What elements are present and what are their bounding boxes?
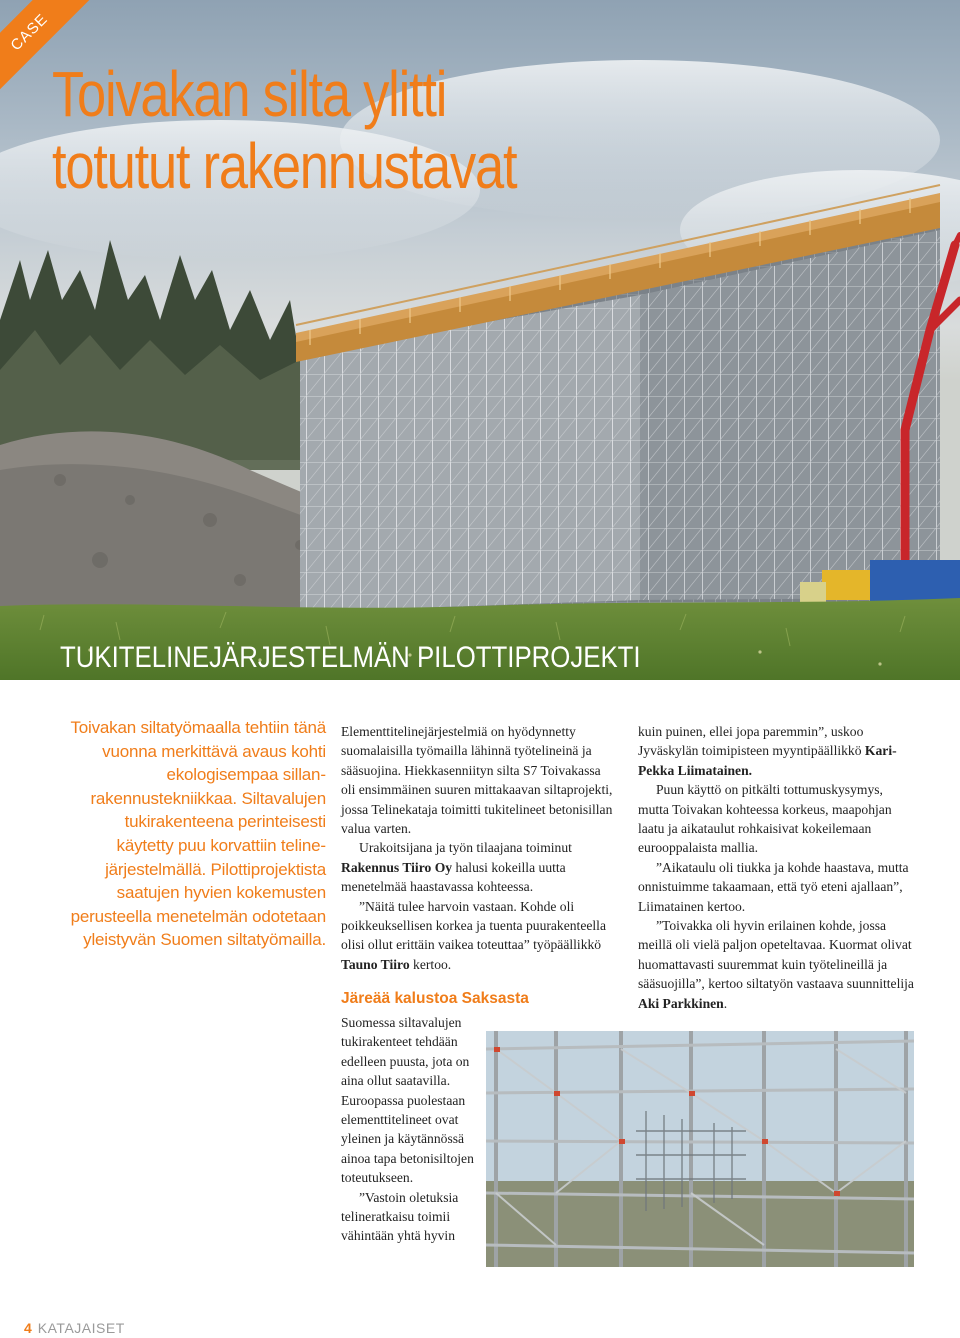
body-paragraph [638, 916, 914, 1013]
magazine-name: KATAJAISET [37, 1320, 125, 1336]
body-paragraph: Puun käyttö on pitkälti tottumuskysymys, mutta Toivakan kohteessa korkeus, maapohjan laatu ja aikataulut rohkaisivat kokeilemaan eurooppalaista mallia. [638, 782, 892, 856]
article-title-line-2: totutut rakennustavat [52, 130, 517, 202]
person-name: Kari-Pekka Liimatainen. [638, 743, 897, 778]
lead-paragraph: Toivakan siltatyömaalla tehtiin tänä vuonna merkittävä avaus kohti ekologisempaa sillanrakennustekniikkaa. Siltavalujen tukirakenteena perinteisesti käytetty puu korvattiin telinejärjestelmällä. Pilottiprojektista saatujen hyvien kokemusten perusteella menetelmän odotetaan yleistyvän Suomen siltatyömailla. [70, 718, 326, 950]
body-paragraph [341, 897, 617, 975]
quote-text: ”Toivakka oli hyvin erilainen kohde, jossa meillä oli vielä paljon opeteltavaa. Kuormat olivat huomattavasti suuremmat kuin työtelineillä ja sääsuojilla”, kertoo siltatyön vastaava suunnittelija [638, 918, 914, 992]
company-name: Rakennus Tiiro Oy [341, 859, 453, 875]
body-text: kertoo. [409, 956, 452, 972]
section-subhead-text: TUKITELINEJÄRJESTELMÄN PILOTTIPROJEKTI [60, 641, 641, 674]
page-footer [24, 1320, 125, 1336]
body-paragraph: Suomessa siltavalujen tukirakenteet tehdään edelleen puusta, jota on aina ollut saatavilla. Euroopassa puolestaan elementtitelineet ovat yleinen ja käytännössä ainoa tapa betonisiltojen toteutukseen. [341, 1015, 474, 1186]
body-column-narrow [341, 1013, 481, 1246]
body-paragraph: Elementtitelinejärjestelmiä on hyödynnetty suomalaisilla työmailla lähinnä työtelineinä ja sääsuojina. Hiekkasenniityn silta S7 Toivakassa oli ensimmäinen suuren mittakaavan siltaprojekti, jossa Telinekataja toimitti tukitelineet betonisillan valua varten. [341, 724, 613, 837]
scaffold-interior-photo [486, 1031, 914, 1267]
crosshead: Järeää kalustoa Saksasta [341, 990, 529, 1007]
body-column-middle [341, 722, 617, 974]
quote-text: ”Näitä tulee harvoin vastaan. Kohde oli poikkeuksellisen korkea ja tuenta puurakenteella olisi ollut erittäin vaikea toteuttaa” työpäällikkö [341, 898, 606, 953]
body-text: halusi kokeilla uutta menetelmää haastavassa kohteessa. [341, 859, 566, 895]
body-paragraph: ”Vastoin oletuksia telineratkaisu toimii vähintään yhtä hyvin [341, 1189, 459, 1244]
person-name: Tauno Tiiro [341, 956, 410, 972]
body-column-right [638, 722, 914, 1013]
scaffold-grid-image [486, 1031, 914, 1267]
page-number: 4 [24, 1320, 32, 1336]
body-paragraph: ”Aikataulu oli tiukka ja kohde haastava, mutta onnistuimme takaamaan, että työ eteni ajallaan”, Liimatainen kertoo. [638, 859, 909, 914]
article-title-line-1: Toivakan silta ylitti [52, 58, 447, 130]
body-text: kuin puinen, ellei jopa paremmin”, uskoo Jyväskylän toimipisteen myyntipäällikkö [638, 724, 865, 759]
article-title [52, 58, 626, 202]
section-subhead [60, 640, 735, 676]
person-name: Aki Parkkinen [638, 995, 724, 1011]
body-paragraph [341, 838, 617, 896]
case-tag-label: CASE [7, 10, 51, 54]
body-paragraph [638, 722, 914, 780]
body-text: . [723, 995, 728, 1011]
body-text: Urakoitsijana ja työn tilaajana toiminut [359, 840, 572, 856]
